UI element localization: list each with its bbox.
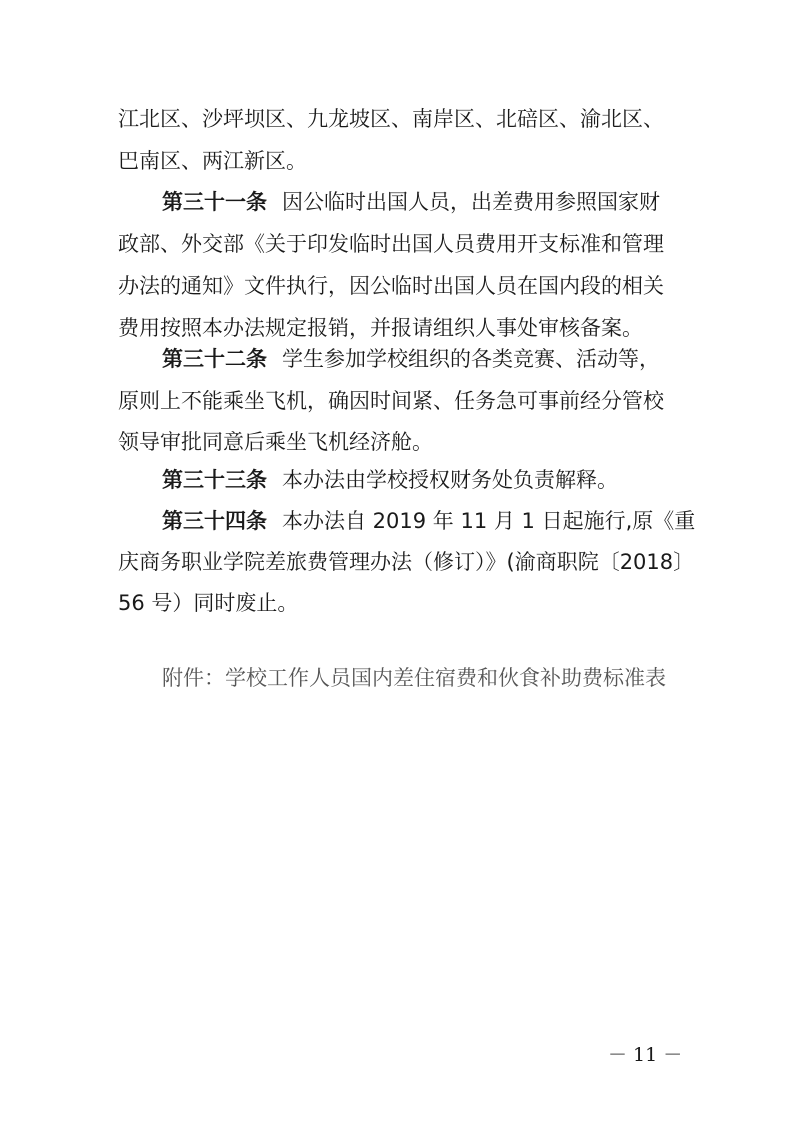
article-31-text: 办法的通知》文件执行，因公临时出国人员在国内段的相关 (118, 274, 664, 298)
attachment-text: 附件：学校工作人员国内差住宿费和伙食补助费标准表 (162, 666, 666, 690)
article-32-text: 原则上不能乘坐飞机，确因时间紧、任务急可事前经分管校 (118, 389, 664, 413)
article-34-text: 本办法自 2019 年 11 月 1 日起施行,原《重 (282, 509, 696, 533)
article-34-heading: 第三十四条 (162, 509, 267, 533)
article-31-heading: 第三十一条 (162, 190, 267, 214)
article-32-line-3 (0, 424, 794, 460)
article-34-text: 56 号）同时废止。 (118, 591, 299, 615)
body-text-line (0, 143, 794, 179)
article-33-line-1 (0, 462, 794, 498)
article-34-line-3 (0, 585, 794, 621)
article-31-text: 因公临时出国人员，出差费用参照国家财 (282, 190, 660, 214)
article-32-line-2 (0, 383, 794, 419)
continuation-line-2: 巴南区、两江新区。 (118, 149, 307, 173)
article-34-line-1 (0, 503, 794, 539)
article-31-text: 费用按照本办法规定报销，并报请组织人事处审核备案。 (118, 316, 643, 340)
article-31-line-1 (0, 184, 794, 220)
attachment-line (0, 660, 794, 696)
article-33-heading: 第三十三条 (162, 468, 267, 492)
article-32-text: 领导审批同意后乘坐飞机经济舱。 (118, 430, 433, 454)
article-34-text: 庆商务职业学院差旅费管理办法（修订）》(渝商职院〔2018〕 (118, 550, 695, 574)
article-32-text: 学生参加学校组织的各类竞赛、活动等， (282, 347, 660, 371)
article-32-line-1 (0, 341, 794, 377)
article-32-heading: 第三十二条 (162, 347, 267, 371)
article-31-line-2 (0, 226, 794, 262)
article-31-text: 政部、外交部《关于印发临时出国人员费用开支标准和管理 (118, 232, 664, 256)
body-text-line (0, 101, 794, 137)
continuation-line-1: 江北区、沙坪坝区、九龙坡区、南岸区、北碚区、渝北区、 (118, 107, 664, 131)
article-34-line-2 (0, 544, 794, 580)
article-31-line-3 (0, 268, 794, 304)
page-number: － 11 － (608, 1044, 683, 1066)
article-33-text: 本办法由学校授权财务处负责解释。 (282, 468, 618, 492)
